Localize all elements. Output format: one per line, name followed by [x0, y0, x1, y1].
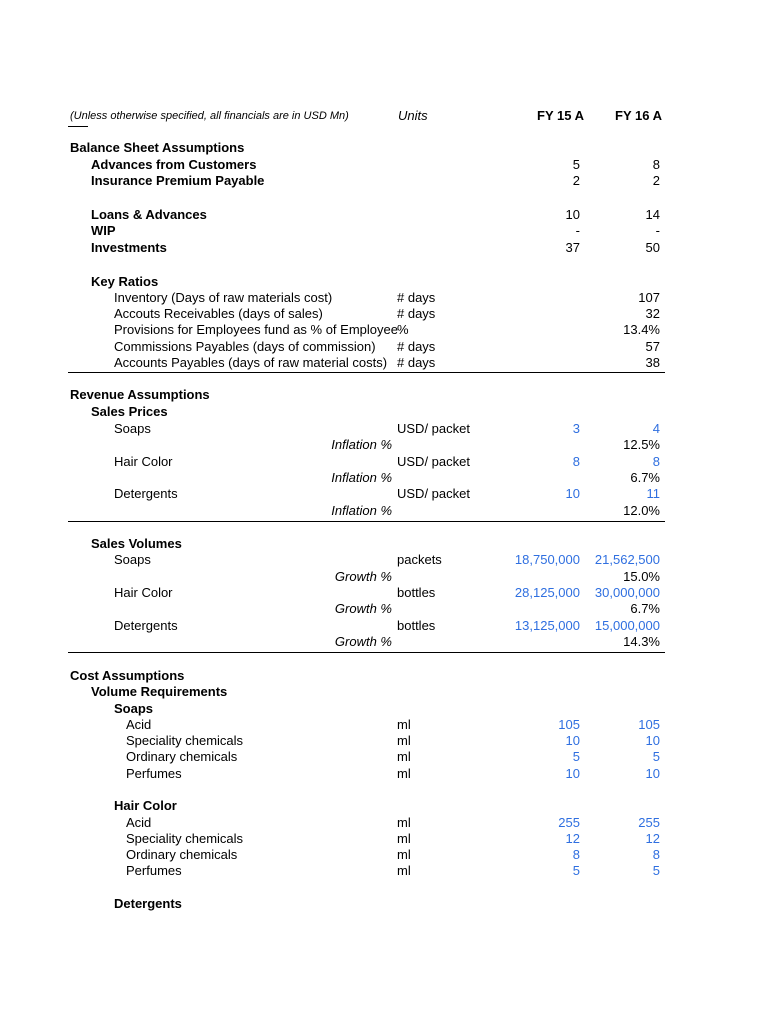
row-label: Hair Color: [114, 585, 173, 600]
table-row: [0, 157, 768, 173]
units-value: ml: [397, 749, 411, 764]
table-row: [0, 503, 768, 519]
fy15-value: 8: [572, 454, 580, 469]
table-row: [0, 306, 768, 322]
fy16-value: 255: [638, 815, 660, 830]
fy16-value: 13.4%: [623, 322, 660, 337]
row-label: Accounts Payables (days of raw material costs): [114, 355, 388, 370]
note-underline: [68, 126, 88, 127]
units-value: # days: [397, 306, 436, 321]
units-value: ml: [397, 766, 411, 781]
units-value: USD/ packet: [397, 454, 470, 469]
table-row: [0, 290, 768, 306]
fy15-value: 10: [565, 486, 580, 501]
fy15-header: FY 15 A: [537, 108, 584, 123]
fy15-value: 105: [558, 717, 580, 732]
fy16-value: 10: [645, 766, 660, 781]
section-divider: [68, 521, 665, 522]
fy16-value: 107: [638, 290, 660, 305]
fy16-value: -: [655, 223, 660, 238]
row-label: Insurance Premium Payable: [91, 173, 265, 188]
fy16-value: 14.3%: [623, 634, 660, 649]
sales-prices-title: Sales Prices: [91, 404, 168, 419]
fy16-value: 5: [652, 863, 660, 878]
fy16-value: 6.7%: [630, 470, 660, 485]
fy15-value: 37: [565, 240, 580, 255]
fy15-value: 10: [565, 766, 580, 781]
section-title-row: [0, 274, 768, 290]
sales-volumes-title: Sales Volumes: [91, 536, 182, 551]
units-value: bottles: [397, 585, 436, 600]
fy16-value: 14: [645, 207, 660, 222]
table-row: [0, 223, 768, 239]
fy15-value: 255: [558, 815, 580, 830]
fy15-value: 12: [565, 831, 580, 846]
fy16-value: 50: [645, 240, 660, 255]
fy16-value: 57: [645, 339, 660, 354]
balance-sheet-title: Balance Sheet Assumptions: [70, 140, 245, 155]
fy15-value: -: [575, 223, 580, 238]
row-label: WIP: [91, 223, 116, 238]
units-value: # days: [397, 355, 436, 370]
fy15-value: 8: [572, 847, 580, 862]
fy16-value: 12.5%: [623, 437, 660, 452]
section-title-row: [0, 387, 768, 403]
row-label: Commissions Payables (days of commission): [114, 339, 376, 354]
units-header: Units: [398, 108, 428, 123]
table-row: [0, 470, 768, 486]
table-row: [0, 339, 768, 355]
table-row: [0, 634, 768, 650]
units-value: %: [397, 322, 409, 337]
units-value: # days: [397, 290, 436, 305]
fy15-value: 3: [572, 421, 580, 436]
row-label: Investments: [91, 240, 167, 255]
table-row: [0, 601, 768, 617]
table-row: [0, 766, 768, 782]
section-title-row: [0, 668, 768, 684]
fy16-value: 38: [645, 355, 660, 370]
fy16-value: 30,000,000: [594, 585, 660, 600]
fy16-value: 12: [645, 831, 660, 846]
revenue-title: Revenue Assumptions: [70, 387, 210, 402]
hair-color-title: Hair Color: [114, 798, 177, 813]
sub-label: Growth %: [334, 634, 392, 649]
fy16-value: 105: [638, 717, 660, 732]
section-divider: [68, 652, 665, 653]
fy15-value: 10: [565, 733, 580, 748]
units-value: ml: [397, 717, 411, 732]
table-row: [0, 486, 768, 502]
fy16-value: 8: [652, 157, 660, 172]
table-row: [0, 733, 768, 749]
fy16-value: 15.0%: [623, 569, 660, 584]
row-label: Advances from Customers: [91, 157, 257, 172]
table-row: [0, 815, 768, 831]
fy16-value: 6.7%: [630, 601, 660, 616]
section-title-row: [0, 536, 768, 552]
table-row: [0, 585, 768, 601]
section-title-row: [0, 404, 768, 420]
table-row: [0, 322, 768, 338]
fy16-value: 12.0%: [623, 503, 660, 518]
table-row: [0, 569, 768, 585]
fy15-value: 5: [572, 749, 580, 764]
table-row: [0, 207, 768, 223]
units-value: ml: [397, 831, 411, 846]
units-value: USD/ packet: [397, 486, 470, 501]
row-label: Ordinary chemicals: [126, 749, 238, 764]
header-row: [0, 108, 768, 124]
currency-note: (Unless otherwise specified, all financials are in USD Mn): [70, 110, 349, 122]
fy16-value: 8: [652, 847, 660, 862]
fy16-value: 4: [652, 421, 660, 436]
section-title-row: [0, 896, 768, 912]
table-row: [0, 355, 768, 371]
fy16-value: 11: [646, 486, 660, 501]
fy16-value: 32: [645, 306, 660, 321]
table-row: [0, 454, 768, 470]
fy16-value: 15,000,000: [594, 618, 660, 633]
fy16-header: FY 16 A: [615, 108, 662, 123]
table-row: [0, 749, 768, 765]
fy16-value: 8: [652, 454, 660, 469]
row-label: Loans & Advances: [91, 207, 207, 222]
table-row: [0, 717, 768, 733]
units-value: USD/ packet: [397, 421, 470, 436]
fy15-value: 5: [572, 863, 580, 878]
row-label: Soaps: [114, 552, 151, 567]
sub-label: Growth %: [334, 569, 392, 584]
fy15-value: 18,750,000: [514, 552, 580, 567]
table-row: [0, 618, 768, 634]
table-row: [0, 173, 768, 189]
section-title-row: [0, 140, 768, 156]
fy15-value: 28,125,000: [514, 585, 580, 600]
fy16-value: 5: [652, 749, 660, 764]
row-label: Speciality chemicals: [126, 831, 244, 846]
volume-requirements-title: Volume Requirements: [91, 684, 228, 699]
units-value: ml: [397, 733, 411, 748]
row-label: Provisions for Employees fund as % of Employee: [114, 322, 398, 337]
row-label: Acid: [126, 815, 152, 830]
table-row: [0, 421, 768, 437]
fy16-value: 21,562,500: [594, 552, 660, 567]
row-label: Perfumes: [126, 863, 182, 878]
table-row: [0, 552, 768, 568]
cost-title: Cost Assumptions: [70, 668, 185, 683]
row-label: Acid: [126, 717, 152, 732]
sub-label: Growth %: [334, 601, 392, 616]
section-title-row: [0, 798, 768, 814]
row-label: Soaps: [114, 421, 151, 436]
units-value: packets: [397, 552, 442, 567]
units-value: ml: [397, 863, 411, 878]
detergents-title: Detergents: [114, 896, 182, 911]
row-label: Speciality chemicals: [126, 733, 244, 748]
table-row: [0, 240, 768, 256]
section-title-row: [0, 684, 768, 700]
units-value: # days: [397, 339, 436, 354]
table-row: [0, 831, 768, 847]
units-value: bottles: [397, 618, 436, 633]
table-row: [0, 847, 768, 863]
row-label: Hair Color: [114, 454, 173, 469]
table-row: [0, 437, 768, 453]
section-divider: [68, 372, 665, 373]
fy15-value: 2: [572, 173, 580, 188]
key-ratios-title: Key Ratios: [91, 274, 159, 289]
fy15-value: 13,125,000: [514, 618, 580, 633]
row-label: Inventory (Days of raw materials cost): [114, 290, 333, 305]
fy15-value: 5: [572, 157, 580, 172]
table-row: [0, 863, 768, 879]
fy16-value: 10: [645, 733, 660, 748]
row-label: Detergents: [114, 618, 178, 633]
sub-label: Inflation %: [331, 503, 392, 518]
soaps-title: Soaps: [114, 701, 154, 716]
units-value: ml: [397, 815, 411, 830]
section-title-row: [0, 701, 768, 717]
units-value: ml: [397, 847, 411, 862]
sub-label: Inflation %: [331, 437, 392, 452]
row-label: Perfumes: [126, 766, 182, 781]
sub-label: Inflation %: [331, 470, 392, 485]
fy16-value: 2: [652, 173, 660, 188]
row-label: Accouts Receivables (days of sales): [114, 306, 323, 321]
row-label: Ordinary chemicals: [126, 847, 238, 862]
fy15-value: 10: [565, 207, 580, 222]
row-label: Detergents: [114, 486, 178, 501]
